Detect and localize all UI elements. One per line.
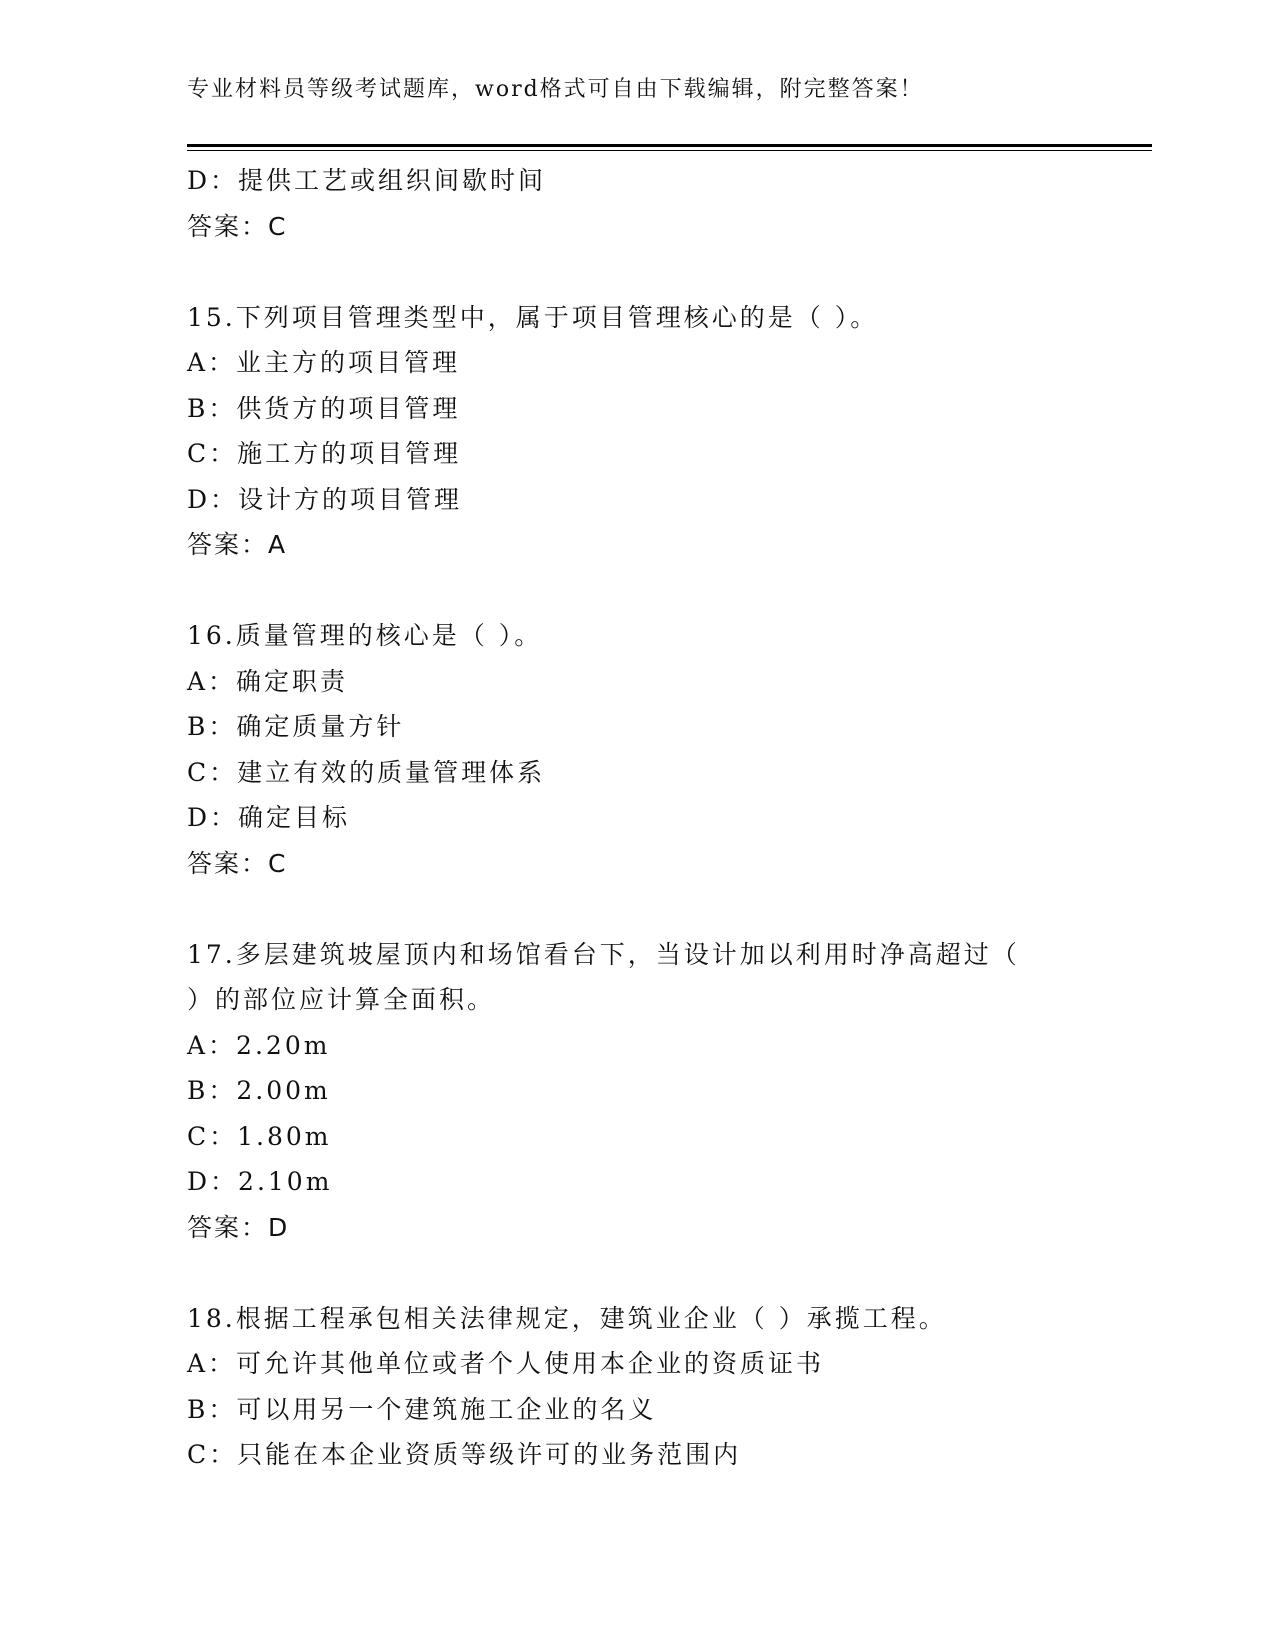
header-rule-thin [187,150,1152,151]
option-a: A：2.20m [187,1030,331,1060]
option-d: D：提供工艺或组织间歇时间 [187,166,547,195]
option-b: B：供货方的项目管理 [187,393,461,423]
option-a: A：可允许其他单位或者个人使用本企业的资质证书 [187,1349,825,1378]
question-17 [187,932,1107,1251]
question-stem: 16.质量管理的核心是（ ）。 [187,621,543,650]
question-stem: 15.下列项目管理类型中，属于项目管理核心的是（ ）。 [187,302,879,332]
answer-line: 答案：C [187,848,288,878]
option-b: B：可以用另一个建筑施工企业的名义 [187,1394,657,1424]
option-c: C：施工方的项目管理 [187,439,462,468]
question-stem: 17.多层建筑坡屋顶内和场馆看台下，当设计加以利用时净高超过（ [187,939,1020,969]
answer-line: 答案：D [187,1212,290,1242]
answer-line: 答案：A [187,530,288,559]
option-d: D：2.10m [187,1167,333,1196]
exam-content [187,158,1107,1478]
page-header: 专业材料员等级考试题库，word格式可自由下载编辑，附完整答案！ [187,77,924,102]
option-a: A：确定职责 [187,666,349,696]
answer-line: 答案：C [187,211,288,241]
option-c: C：建立有效的质量管理体系 [187,757,546,787]
option-d: D：设计方的项目管理 [187,484,463,514]
option-b: B：确定质量方针 [187,712,405,741]
header-rule-thick [187,144,1152,147]
option-a: A：业主方的项目管理 [187,348,461,377]
question-18 [187,1296,1107,1478]
question-15 [187,295,1107,568]
question-stem: 18.根据工程承包相关法律规定，建筑业企业（ ）承揽工程。 [187,1303,947,1333]
option-d: D：确定目标 [187,803,351,832]
question-stem-continued: ）的部位应计算全面积。 [187,985,496,1014]
option-c: C：1.80m [187,1121,332,1151]
question-16 [187,613,1107,886]
option-c: C：只能在本企业资质等级许可的业务范围内 [187,1440,742,1469]
option-b: B：2.00m [187,1076,331,1105]
